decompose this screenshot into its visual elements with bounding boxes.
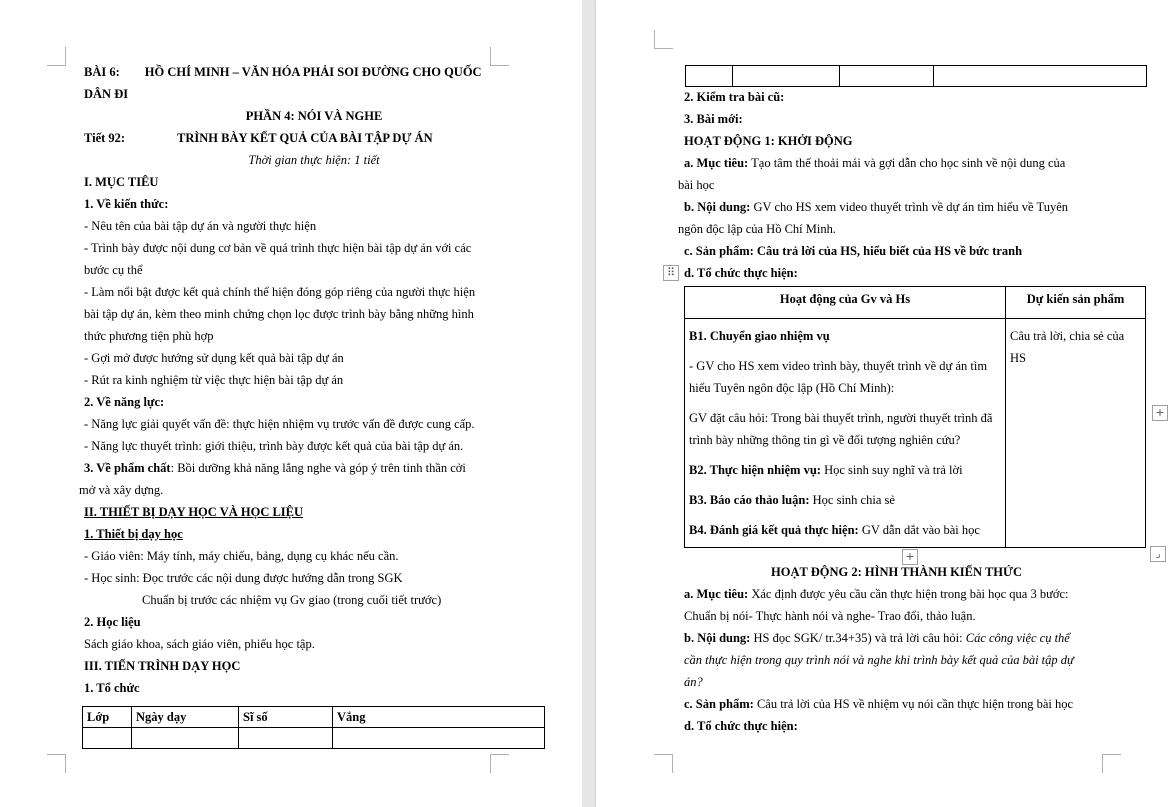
ability-item: - Năng lực thuyết trình: giới thiệu, trình bày được kết quả của bài tập dự án. bbox=[84, 439, 464, 453]
goal-text: Tạo tâm thế thoải mái và gợi dẫn cho học sinh về nội dung của bbox=[748, 156, 1066, 170]
period-label: Tiết 92: bbox=[84, 131, 126, 145]
b2-line bbox=[689, 459, 1001, 481]
ability-item: - Năng lực giải quyết vấn đề: thực hiện nhiệm vụ trước vấn đề được cung cấp. bbox=[84, 417, 475, 431]
activity-2-goal bbox=[684, 583, 1109, 605]
b4-text: GV dẫn dắt vào bài học bbox=[858, 523, 980, 537]
quality-text-cont: mở và xây dựng. bbox=[79, 483, 164, 497]
student-equipment: - Học sinh: Đọc trước các nội dung được hướng dẫn trong SGK bbox=[84, 571, 403, 585]
review-heading: 2. Kiểm tra bài cũ: bbox=[684, 90, 785, 104]
b4-line bbox=[689, 519, 1001, 541]
period-title: TRÌNH BÀY KẾT QUẢ CỦA BÀI TẬP DỰ ÁN bbox=[177, 131, 433, 145]
right-page-content[interactable] bbox=[678, 86, 1109, 284]
knowledge-heading: 1. Về kiến thức: bbox=[84, 197, 169, 211]
right-page-content-2[interactable] bbox=[684, 561, 1109, 737]
crop-mark bbox=[490, 754, 509, 773]
section-2-heading bbox=[79, 501, 549, 523]
table-cell[interactable] bbox=[132, 728, 239, 749]
student-equipment-cont: Chuẩn bị trước các nhiệm vụ Gv giao (trong cuối tiết trước) bbox=[142, 593, 442, 607]
table-header-product[interactable]: Dự kiến sản phẩm bbox=[1006, 287, 1146, 319]
table-row bbox=[83, 707, 545, 728]
table-cell[interactable] bbox=[733, 66, 840, 87]
left-page-content[interactable] bbox=[79, 61, 549, 699]
knowledge-item-cont: thức phương tiện phù hợp bbox=[84, 329, 214, 343]
knowledge-item-cont: bài tập dự án, kèm theo minh chứng chọn lọc được trình bày bằng những hình bbox=[84, 307, 474, 321]
crop-mark bbox=[47, 47, 66, 66]
activity-2-product bbox=[684, 693, 1109, 715]
table-cell[interactable] bbox=[934, 66, 1147, 87]
table-header-activity[interactable]: Hoạt động của Gv và Hs bbox=[685, 287, 1006, 319]
knowledge-item: - Làm nổi bật được kết quả chính thể hiện đóng góp riêng của người thực hiện bbox=[84, 285, 476, 299]
table-header-cell[interactable]: Ngày dạy bbox=[132, 707, 239, 728]
knowledge-item: - Nêu tên của bài tập dự án và người thực hiện bbox=[84, 219, 317, 233]
goal-text: Xác định được yêu cầu cần thực hiện trong bài học qua 3 bước: bbox=[748, 587, 1069, 601]
quality-text: : Bồi dưỡng khả năng lắng nghe và góp ý trên tinh thần cởi bbox=[170, 461, 466, 475]
table-row bbox=[83, 728, 545, 749]
table-header-cell[interactable]: Vắng bbox=[333, 707, 545, 728]
continued-table[interactable] bbox=[685, 65, 1147, 87]
knowledge-item-cont: bước cụ thể bbox=[84, 263, 143, 277]
b1-text: - GV cho HS xem video trình bày, thuyết trình về dự án tìm hiểu Tuyên ngôn độc lập (Hồ Chí Minh): bbox=[689, 359, 988, 395]
b2-label: B2. Thực hiện nhiệm vụ: bbox=[689, 463, 821, 477]
activity-2-organization: d. Tổ chức thực hiện: bbox=[684, 719, 798, 733]
activity-2-content bbox=[684, 627, 1109, 649]
new-lesson-heading: 3. Bài mới: bbox=[684, 112, 743, 126]
activity-1-table[interactable] bbox=[684, 286, 1146, 548]
section-1-heading: I. MỤC TIÊU bbox=[84, 175, 159, 189]
left-page bbox=[0, 0, 582, 807]
add-column-icon[interactable]: + bbox=[1152, 405, 1168, 421]
table-row bbox=[685, 319, 1146, 548]
table-cell[interactable] bbox=[83, 728, 132, 749]
section-2-title: II. THIẾT BỊ DẠY HỌC VÀ HỌC LIỆU bbox=[84, 505, 304, 519]
equipment-heading bbox=[79, 523, 549, 545]
product-cell[interactable]: Câu trả lời, chia sẻ của HS bbox=[1006, 319, 1146, 548]
crop-mark bbox=[654, 754, 673, 773]
b3-line bbox=[689, 489, 1001, 511]
b1-label: B1. Chuyển giao nhiệm vụ bbox=[689, 329, 830, 343]
period-line bbox=[79, 127, 549, 149]
crop-mark bbox=[654, 30, 673, 49]
table-move-handle-icon[interactable]: ⠿ bbox=[663, 265, 679, 281]
quality-line bbox=[79, 457, 549, 479]
time-note: Thời gian thực hiện: 1 tiết bbox=[248, 153, 380, 167]
page-gutter bbox=[582, 0, 596, 807]
materials-text: Sách giáo khoa, sách giáo viên, phiếu học tập. bbox=[84, 637, 315, 651]
content-text: GV cho HS xem video thuyết trình về dự án tìm hiểu về Tuyên bbox=[750, 200, 1068, 214]
goal-label: a. Mục tiêu: bbox=[684, 156, 749, 170]
goal-label: a. Mục tiêu: bbox=[684, 587, 749, 601]
activity-cell[interactable] bbox=[685, 319, 1006, 548]
content-question: Các công việc cụ thể bbox=[965, 631, 1070, 645]
activity-1-content bbox=[684, 196, 1109, 218]
lesson-title: BÀI 6: HỒ CHÍ MINH – VĂN HÓA PHẢI SOI ĐƯỜNG CHO QUỐC bbox=[84, 65, 482, 79]
table-resize-handle-icon[interactable]: ⌟ bbox=[1150, 546, 1166, 562]
equipment-title: 1. Thiết bị dạy học bbox=[84, 527, 183, 541]
activity-1-goal-cont: bài học bbox=[678, 178, 715, 192]
right-page bbox=[596, 0, 1175, 807]
table-cell[interactable] bbox=[840, 66, 934, 87]
b2-text: Học sinh suy nghĩ và trả lời bbox=[820, 463, 963, 477]
section-3-heading: III. TIẾN TRÌNH DẠY HỌC bbox=[84, 659, 241, 673]
table-cell[interactable] bbox=[239, 728, 333, 749]
content-text: HS đọc SGK/ tr.34+35) và trả lời câu hỏi: bbox=[750, 631, 966, 645]
table-row bbox=[685, 287, 1146, 319]
b3-text: Học sinh chia sẻ bbox=[809, 493, 895, 507]
b1-question: GV đặt câu hỏi: Trong bài thuyết trình, người thuyết trình đã trình bày những thông tin gì về đối tượng nghiên cứu? bbox=[689, 411, 993, 447]
product-text: Câu trả lời của HS về nhiệm vụ nói cần thực hiện trong bài học bbox=[753, 697, 1074, 711]
knowledge-item: - Rút ra kinh nghiệm từ việc thực hiện bài tập dự án bbox=[84, 373, 344, 387]
activity-2-goal-cont: Chuẩn bị nói- Thực hành nói và nghe- Trao đổi, thảo luận. bbox=[684, 609, 976, 623]
crop-mark bbox=[47, 754, 66, 773]
knowledge-item: - Trình bày được nội dung cơ bản về quá trình thực hiện bài tập dự án với các bbox=[84, 241, 472, 255]
activity-2-question-end: án? bbox=[684, 675, 703, 689]
ability-heading: 2. Về năng lực: bbox=[84, 395, 165, 409]
teacher-equipment: - Giáo viên: Máy tính, máy chiếu, bảng, dụng cụ khác nếu cần. bbox=[84, 549, 399, 563]
knowledge-item: - Gợi mở được hướng sử dụng kết quả bài tập dự án bbox=[84, 351, 344, 365]
table-header-cell[interactable]: Sĩ số bbox=[239, 707, 333, 728]
activity-1-content-cont: ngôn độc lập của Hồ Chí Minh. bbox=[678, 222, 836, 236]
table-row bbox=[686, 66, 1147, 87]
add-row-icon[interactable]: + bbox=[902, 549, 918, 565]
activity-1-organization: d. Tổ chức thực hiện: bbox=[684, 266, 798, 280]
b4-label: B4. Đánh giá kết quả thực hiện: bbox=[689, 523, 859, 537]
product-label: c. Sản phẩm: bbox=[684, 697, 754, 711]
activity-1-product: c. Sản phẩm: Câu trả lời của HS, hiểu biết của HS về bức tranh bbox=[684, 244, 1023, 258]
content-label: b. Nội dung: bbox=[684, 631, 751, 645]
activity-1-goal bbox=[684, 152, 1109, 174]
lesson-title-cont: DÂN ĐI bbox=[84, 87, 129, 101]
organize-heading: 1. Tổ chức bbox=[84, 681, 140, 695]
table-cell[interactable] bbox=[686, 66, 733, 87]
quality-label: 3. Về phẩm chất bbox=[84, 461, 171, 475]
crop-mark bbox=[1102, 754, 1121, 773]
part-heading: PHẦN 4: NÓI VÀ NGHE bbox=[245, 109, 383, 123]
attendance-table[interactable] bbox=[82, 706, 545, 749]
b3-label: B3. Báo cáo thảo luận: bbox=[689, 493, 810, 507]
materials-heading: 2. Học liệu bbox=[84, 615, 141, 629]
table-header-cell[interactable]: Lớp bbox=[83, 707, 132, 728]
activity-2-heading: HOẠT ĐỘNG 2: HÌNH THÀNH KIẾN THỨC bbox=[771, 565, 1022, 579]
activity-1-heading: HOẠT ĐỘNG 1: KHỞI ĐỘNG bbox=[684, 134, 853, 148]
activity-2-question-cont: cần thực hiện trong quy trình nói và nghe khi trình bày kết quả của bài tập dự bbox=[684, 653, 1074, 667]
table-cell[interactable] bbox=[333, 728, 545, 749]
content-label: b. Nội dung: bbox=[684, 200, 751, 214]
